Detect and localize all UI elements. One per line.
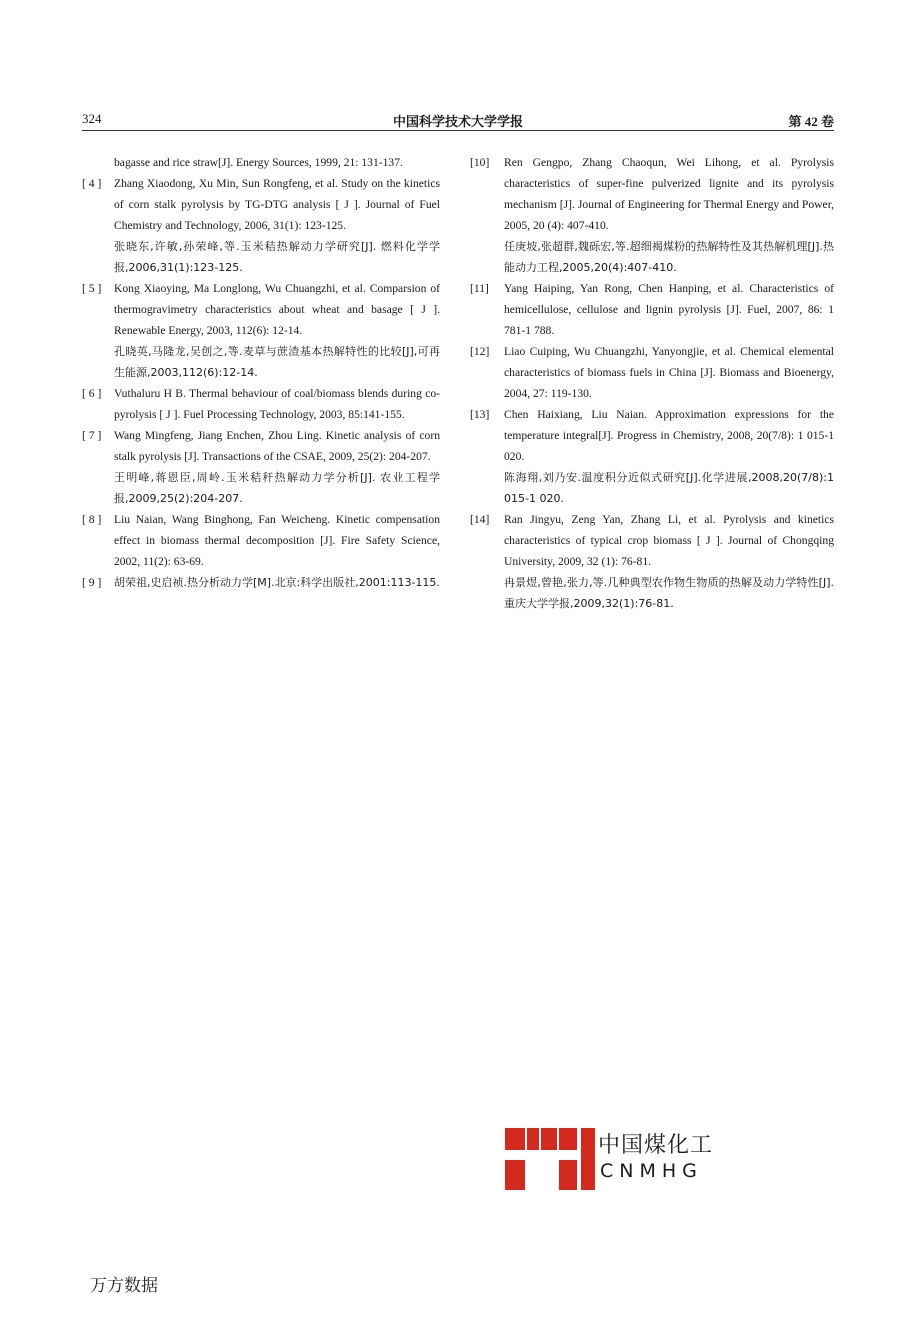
reference-column-right xyxy=(470,152,834,614)
reference-item xyxy=(82,425,440,509)
reference-text: Liu Naian, Wang Binghong, Fan Weicheng. Kinetic compensation effect in biomass thermal decomposition [J]. Fire Safety Science, 2002, 11(2): 63-69. xyxy=(114,513,440,568)
reference-text: Yang Haiping, Yan Rong, Chen Hanping, et al. Characteristics of hemicellulose, cellulose and lignin pyrolysis [J]. Fuel, 2007, 86: 1 781-1 788. xyxy=(504,282,834,337)
logo-text-en: CNMHG xyxy=(600,1160,703,1182)
reference-item xyxy=(470,278,834,341)
reference-item xyxy=(470,404,834,509)
reference-item xyxy=(82,278,440,383)
reference-text: Zhang Xiaodong, Xu Min, Sun Rongfeng, et al. Study on the kinetics of corn stalk pyrolysis by TG-DTG analysis [ J ]. Journal of Fuel Chemistry and Technology, 2006, 31(1): 123-125. xyxy=(114,177,440,232)
reference-item xyxy=(470,152,834,278)
reference-text: Vuthaluru H B. Thermal behaviour of coal/biomass blends during co-pyrolysis [ J ]. Fuel Processing Technology, 2003, 85:141-155. xyxy=(114,387,440,421)
reference-number: [ 5 ] xyxy=(82,282,102,295)
volume-label: 第 42 卷 xyxy=(788,114,834,129)
logo-bar xyxy=(505,1160,525,1190)
logo-bar xyxy=(541,1128,557,1150)
reference-item xyxy=(82,383,440,425)
reference-text: Ran Jingyu, Zeng Yan, Zhang Li, et al. Pyrolysis and kinetics characteristics of typical crop biomass [ J ]. Journal of Chongqing University, 2009, 32 (1): 76-81. xyxy=(504,513,834,568)
logo-bar xyxy=(527,1128,539,1150)
reference-number: [10] xyxy=(470,156,490,169)
header-rule xyxy=(82,130,834,131)
reference-item xyxy=(470,341,834,404)
reference-number: [11] xyxy=(470,282,489,295)
logo-bar xyxy=(581,1150,593,1160)
reference-continuation: bagasse and rice straw[J]. Energy Sources, 1999, 21: 131-137. xyxy=(114,156,403,169)
logo-bar xyxy=(559,1160,577,1190)
reference-number: [ 6 ] xyxy=(82,387,102,400)
reference-number: [12] xyxy=(470,345,490,358)
reference-column-left xyxy=(82,152,440,593)
reference-text: Liao Cuiping, Wu Chuangzhi, Yanyongjie, et al. Chemical elemental characteristics of biomass fuels in China [J]. Biomass and Bioenergy, 2004, 27: 119-130. xyxy=(504,345,834,400)
reference-number: [ 9 ] xyxy=(82,576,102,589)
reference-number: [ 7 ] xyxy=(82,429,102,442)
reference-text: 陈海翔,刘乃安.温度积分近似式研究[J].化学进展,2008,20(7/8):1 015-1 020. xyxy=(504,471,834,505)
reference-text: Chen Haixiang, Liu Naian. Approximation expressions for the temperature integral[J]. Progress in Chemistry, 2008, 20(7/8): 1 015-1 020. xyxy=(504,408,834,463)
logo-bar xyxy=(559,1128,577,1150)
reference-number: [14] xyxy=(470,513,490,526)
reference-text: 冉景煜,曾艳,张力,等.几种典型农作物生物质的热解及动力学特性[J].重庆大学学报,2009,32(1):76-81. xyxy=(504,576,834,610)
reference-text: 任庚坡,张超群,魏砾宏,等.超细褐煤粉的热解特性及其热解机理[J].热能动力工程,2005,20(4):407-410. xyxy=(504,240,834,274)
reference-item xyxy=(82,509,440,572)
reference-number: [ 4 ] xyxy=(82,177,102,190)
reference-text: Wang Mingfeng, Jiang Enchen, Zhou Ling. Kinetic analysis of corn stalk pyrolysis [J]. Transactions of the CSAE, 2009, 25(2): 204-207. xyxy=(114,429,440,463)
footer-watermark: 万方数据 xyxy=(90,1276,158,1296)
reference-text: Ren Gengpo, Zhang Chaoqun, Wei Lihong, et al. Pyrolysis characteristics of super-fine pulverized lignite and its pyrolysis mechanism [J]. Journal of Engineering for Thermal Energy and Power, 2005, 20 (4): 407-410. xyxy=(504,156,834,232)
journal-title: 中国科学技术大学学报 xyxy=(392,114,523,129)
reference-text: 王明峰,蒋恩臣,周岭.玉米秸秆热解动力学分析[J]. 农业工程学报,2009,25(2):204-207. xyxy=(114,471,440,505)
reference-item xyxy=(470,509,834,614)
logo-bar xyxy=(505,1128,525,1150)
page-number: 324 xyxy=(82,111,102,126)
reference-text: 胡荣祖,史启祯.热分析动力学[M].北京:科学出版社,2001:113-115. xyxy=(114,576,440,589)
reference-text: 张晓东,许敏,孙荣峰,等.玉米秸热解动力学研究[J]. 燃料化学学报,2006,31(1):123-125. xyxy=(114,240,440,274)
reference-number: [ 8 ] xyxy=(82,513,102,526)
reference-text: 孔晓英,马隆龙,吴创之,等.麦草与蔗渣基本热解特性的比较[J],可再生能源,2003,112(6):12-14. xyxy=(114,345,440,379)
reference-item xyxy=(82,173,440,278)
running-header xyxy=(82,108,834,130)
reference-item xyxy=(82,572,440,593)
reference-number: [13] xyxy=(470,408,490,421)
reference-text: Kong Xiaoying, Ma Longlong, Wu Chuangzhi, et al. Comparsion of thermogravimetry characteristics about wheat and basage [ J ]. Renewable Energy, 2003, 112(6): 12-14. xyxy=(114,282,440,337)
logo-text-cn: 中国煤化工 xyxy=(598,1133,714,1158)
